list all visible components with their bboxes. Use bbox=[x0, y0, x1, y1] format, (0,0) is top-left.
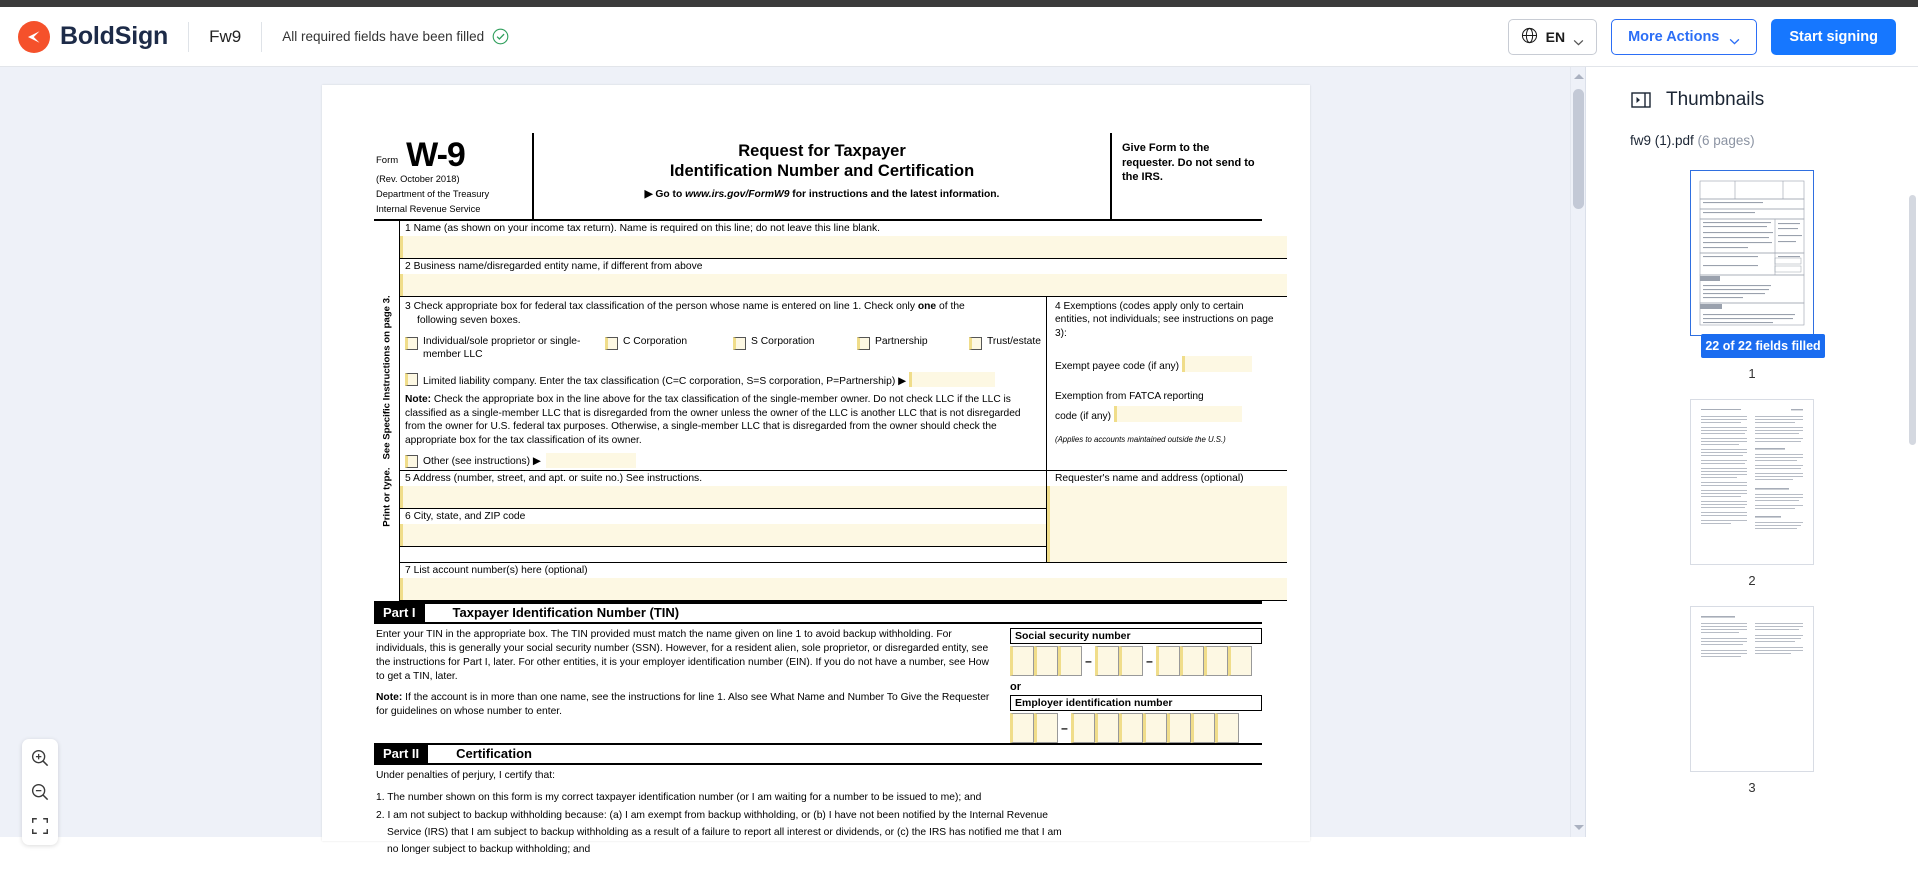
form-label: Form bbox=[376, 155, 399, 167]
line-3-block bbox=[400, 297, 1047, 470]
thumbnail-page-2[interactable] bbox=[1586, 399, 1918, 588]
ssn-digit[interactable] bbox=[1228, 646, 1252, 676]
part-2-title: Certification bbox=[456, 746, 532, 762]
form-title-block bbox=[534, 133, 1112, 219]
classification-label: S Corporation bbox=[751, 335, 815, 347]
fatca-label-line-2: code (if any) bbox=[1054, 411, 1112, 423]
file-info bbox=[1586, 111, 1918, 148]
ssn-digits[interactable] bbox=[1010, 646, 1262, 676]
thumbnails-header bbox=[1586, 67, 1918, 111]
form-dept-line-2: Internal Revenue Service bbox=[376, 203, 481, 214]
classification-individual[interactable] bbox=[405, 336, 605, 362]
form-line-1 bbox=[400, 221, 1287, 259]
classification-c-corp[interactable] bbox=[605, 336, 733, 350]
ein-digit[interactable] bbox=[1095, 713, 1119, 743]
exempt-payee-label: Exempt payee code (if any) bbox=[1054, 360, 1179, 372]
form-goto-line bbox=[538, 188, 1106, 200]
part-1-note-label: Note: bbox=[376, 691, 403, 703]
fields-status bbox=[282, 28, 509, 45]
exempt-payee-field[interactable] bbox=[1182, 356, 1252, 372]
ssn-digit[interactable] bbox=[1156, 646, 1180, 676]
ein-digit[interactable] bbox=[1071, 713, 1095, 743]
part-2-item-2-line-1: 2. I am not subject to backup withholding because: (a) I am exempt from backup withholding, or (b) I have not been notified by the Internal Revenue bbox=[376, 809, 1048, 821]
document-title: Fw9 bbox=[209, 26, 242, 46]
requester-label: Requester's name and address (optional) bbox=[1054, 473, 1244, 485]
thumbnail-page-1[interactable] bbox=[1586, 170, 1918, 381]
line-3-text-b: one bbox=[917, 301, 937, 313]
part-1-title: Taxpayer Identification Number (TIN) bbox=[452, 605, 680, 621]
llc-note-text: Check the appropriate box in the line above for the tax classification of the single-member owner. Do not check LLC if the LLC is classified as a single-member LLC that is disregarded from the owner unless the owner of the LLC is another LLC that is not disregarded from the owner for U.S. federal tax purposes. Otherwise, a single-member LLC that is disregarded from the owner should check the appropriate box for the tax classification of its owner. bbox=[405, 394, 1021, 446]
classification-label: Trust/estate bbox=[987, 335, 1041, 347]
w9-form bbox=[374, 133, 1274, 868]
classification-s-corp[interactable] bbox=[733, 336, 857, 350]
globe-icon bbox=[1521, 27, 1538, 47]
fatca-row bbox=[1055, 390, 1281, 424]
llc-line-label bbox=[423, 372, 995, 389]
check-circle-icon bbox=[492, 28, 509, 45]
form-number: W-9 bbox=[406, 136, 465, 174]
address-block bbox=[400, 471, 1047, 562]
ein-digits[interactable] bbox=[1010, 713, 1262, 743]
document-viewer[interactable] bbox=[0, 67, 1586, 856]
ein-digit[interactable] bbox=[1191, 713, 1215, 743]
thumbnail-preview bbox=[1695, 611, 1809, 767]
ein-label: Employer identification number bbox=[1010, 695, 1262, 711]
zoom-in-icon[interactable] bbox=[30, 748, 50, 768]
line-4-block bbox=[1047, 297, 1287, 470]
language-label: EN bbox=[1545, 28, 1566, 45]
boldsign-logo-icon bbox=[18, 21, 50, 53]
form-line-7 bbox=[400, 562, 1287, 601]
zoom-toolbar bbox=[22, 739, 58, 845]
classification-llc[interactable] bbox=[405, 372, 1041, 389]
checkbox-icon[interactable] bbox=[405, 337, 418, 350]
thumbnail-image[interactable] bbox=[1690, 170, 1814, 336]
fatca-label-line-1: Exemption from FATCA reporting bbox=[1054, 391, 1204, 403]
thumbnail-preview bbox=[1695, 404, 1809, 560]
form-title-line-2: Identification Number and Certification bbox=[669, 162, 975, 181]
goto-prefix: ▶ Go to bbox=[644, 189, 686, 201]
form-title-line-1: Request for Taxpayer bbox=[738, 142, 906, 160]
business-name-field[interactable] bbox=[400, 274, 1287, 296]
fit-to-screen-icon[interactable] bbox=[30, 816, 50, 836]
tin-entry-block bbox=[1010, 624, 1262, 743]
header-divider-1 bbox=[188, 22, 189, 52]
classification-other[interactable] bbox=[405, 453, 1041, 468]
thumbnail-page-number: 1 bbox=[1748, 366, 1756, 381]
brand[interactable] bbox=[18, 21, 168, 53]
line-3-text-d: following seven boxes. bbox=[417, 314, 521, 326]
line-1-label: 1 Name (as shown on your income tax return). Name is required on this line; do not leave this line blank. bbox=[405, 223, 881, 235]
top-strip bbox=[0, 0, 1918, 7]
ein-digit[interactable] bbox=[1167, 713, 1191, 743]
checkbox-icon[interactable] bbox=[969, 337, 982, 350]
thumbnails-title: Thumbnails bbox=[1666, 89, 1765, 110]
classification-checkboxes bbox=[405, 336, 1041, 362]
checkbox-icon[interactable] bbox=[605, 337, 618, 350]
thumbnail-page-number: 2 bbox=[1748, 573, 1756, 588]
thumbnail-page-number: 3 bbox=[1748, 780, 1756, 795]
checkbox-icon[interactable] bbox=[405, 455, 418, 468]
part-2-item-2-line-2: Service (IRS) that I am subject to backup withholding as a result of a failure to report all interest or dividends, or (c) the IRS has notified me that I am bbox=[387, 826, 1062, 838]
part-2-item-1: 1. The number shown on this form is my correct taxpayer identification number (or I am waiting for a number to be issued to me); and bbox=[376, 792, 982, 804]
part-1-tag: Part I bbox=[374, 604, 425, 622]
vertical-instruction-strip bbox=[374, 221, 400, 601]
ssn-digit[interactable] bbox=[1034, 646, 1058, 676]
name-field[interactable] bbox=[400, 236, 1287, 258]
goto-url: www.irs.gov/FormW9 bbox=[685, 189, 790, 201]
scroll-up-arrow-icon[interactable] bbox=[1574, 74, 1584, 79]
line-2-label: 2 Business name/disregarded entity name, if different from above bbox=[405, 261, 703, 273]
pdf-page-1[interactable] bbox=[322, 85, 1310, 856]
classification-label: C Corporation bbox=[623, 335, 688, 347]
header-actions bbox=[1508, 19, 1896, 55]
line-3-text-a: 3 Check appropriate box for federal tax classification of the person whose name is entered on line 1. Check only bbox=[405, 301, 918, 313]
account-numbers-field[interactable] bbox=[400, 578, 1287, 600]
other-field[interactable] bbox=[546, 453, 636, 468]
viewer-scrollbar-thumb[interactable] bbox=[1573, 89, 1584, 209]
ein-digit[interactable] bbox=[1034, 713, 1058, 743]
thumbnail-image[interactable] bbox=[1690, 399, 1814, 565]
classification-trust-estate[interactable] bbox=[969, 336, 1041, 350]
ssn-dash: – bbox=[1085, 654, 1092, 669]
ssn-digit[interactable] bbox=[1119, 646, 1143, 676]
form-line-2 bbox=[400, 259, 1287, 297]
ssn-digit[interactable] bbox=[1095, 646, 1119, 676]
form-rev-line: (Rev. October 2018) bbox=[376, 174, 460, 185]
requester-block bbox=[1047, 471, 1287, 562]
viewer-scrollbar[interactable] bbox=[1570, 67, 1585, 837]
line-3-text-c: of the bbox=[936, 301, 965, 313]
vertical-instruction-text: Print or type. See Specific Instructions on page 3. bbox=[381, 295, 392, 527]
form-rows bbox=[400, 221, 1287, 601]
thumbnail-preview bbox=[1695, 175, 1809, 331]
part-1-text bbox=[374, 624, 1010, 743]
llc-line-text: Limited liability company. Enter the tax classification (C=C corporation, S=S corporation, P=Partnership) ▶ bbox=[423, 375, 907, 387]
part-1-bar bbox=[374, 602, 1262, 624]
main-body bbox=[0, 67, 1918, 856]
part-2-tag: Part II bbox=[374, 745, 428, 763]
thumbnail-image[interactable] bbox=[1690, 606, 1814, 772]
part-1-note-text: If the account is in more than one name, see the instructions for line 1. Also see What Name and Number To Give the Requester for guidelines on whose number to enter. bbox=[376, 691, 990, 717]
thumbnails-scrollbar-thumb[interactable] bbox=[1909, 195, 1916, 445]
applies-note: (Applies to accounts maintained outside the U.S.) bbox=[1054, 434, 1226, 444]
header-divider-2 bbox=[261, 22, 262, 52]
line-4-title: 4 Exemptions (codes apply only to certain entities, not individuals; see instructions on page 3): bbox=[1054, 301, 1274, 339]
form-header bbox=[374, 133, 1262, 221]
fatca-code-field[interactable] bbox=[1114, 406, 1242, 422]
scroll-down-arrow-icon[interactable] bbox=[1574, 825, 1584, 830]
thumbnails-scrollbar[interactable] bbox=[1909, 195, 1916, 877]
form-line-6 bbox=[400, 509, 1046, 547]
part-2-bar bbox=[374, 743, 1262, 765]
collapse-panel-icon[interactable] bbox=[1630, 89, 1652, 111]
start-signing-button[interactable]: Start signing bbox=[1771, 19, 1896, 55]
line-5-label: 5 Address (number, street, and apt. or suite no.) See instructions. bbox=[405, 473, 703, 485]
thumbnails-panel bbox=[1586, 67, 1918, 837]
ein-digit[interactable] bbox=[1010, 713, 1034, 743]
ein-digit[interactable] bbox=[1119, 713, 1143, 743]
ein-digit[interactable] bbox=[1143, 713, 1167, 743]
other-label: Other (see instructions) ▶ bbox=[423, 455, 541, 467]
zoom-out-icon[interactable] bbox=[30, 782, 50, 802]
form-line-5-6-7 bbox=[400, 471, 1287, 562]
thumbnail-list bbox=[1586, 170, 1918, 795]
more-actions-button[interactable] bbox=[1611, 19, 1757, 55]
part-1-body bbox=[374, 624, 1262, 743]
line-3-label bbox=[405, 300, 1041, 327]
part-2-intro: Under penalties of perjury, I certify that: bbox=[376, 770, 555, 782]
checkbox-icon[interactable] bbox=[733, 337, 746, 350]
fields-status-text: All required fields have been filled bbox=[282, 29, 485, 44]
llc-note-label: Note: bbox=[405, 394, 432, 406]
requester-field[interactable] bbox=[1047, 486, 1287, 562]
classification-label: Partnership bbox=[875, 335, 928, 347]
ssn-digit[interactable] bbox=[1058, 646, 1082, 676]
page-count: (6 pages) bbox=[1697, 133, 1755, 148]
form-line-3-4 bbox=[400, 297, 1287, 471]
chevron-down-icon bbox=[1573, 33, 1584, 40]
part-1-note bbox=[376, 691, 1000, 719]
app-header bbox=[0, 7, 1918, 67]
fields-filled-badge: 22 of 22 fields filled bbox=[1701, 334, 1825, 358]
ssn-label: Social security number bbox=[1010, 628, 1262, 644]
form-identity-block bbox=[374, 133, 534, 219]
part-1-paragraph-1: Enter your TIN in the appropriate box. The TIN provided must match the name given on line 1 to avoid backup withholding. For individuals, this is generally your social security number (SSN). However, for a resident alien, sole proprietor, or disregarded entity, see the instructions for Part I, later. For other entities, it is your employer identification number (EIN). If you do not have a number, see How to get a TIN, later. bbox=[376, 629, 989, 682]
goto-suffix: for instructions and the latest information. bbox=[789, 189, 1000, 201]
city-state-zip-field[interactable] bbox=[400, 524, 1046, 546]
ssn-digit[interactable] bbox=[1180, 646, 1204, 676]
thumbnail-page-3[interactable] bbox=[1586, 606, 1918, 795]
part-2-body bbox=[374, 765, 1262, 868]
part-2-item-2-line-3: no longer subject to backup withholding; and bbox=[387, 844, 591, 856]
llc-tax-classification-field[interactable] bbox=[909, 372, 995, 387]
ein-digit[interactable] bbox=[1215, 713, 1239, 743]
ssn-digit[interactable] bbox=[1010, 646, 1034, 676]
brand-name: BoldSign bbox=[60, 22, 169, 50]
ein-dash: – bbox=[1061, 721, 1068, 736]
llc-note bbox=[405, 393, 1041, 447]
form-main-box bbox=[374, 221, 1274, 602]
line-6-label: 6 City, state, and ZIP code bbox=[405, 511, 526, 523]
line-7-label: 7 List account number(s) here (optional) bbox=[405, 565, 588, 577]
give-form-note: Give Form to the requester. Do not send to the IRS. bbox=[1122, 142, 1255, 184]
exempt-payee-row bbox=[1055, 356, 1281, 373]
chevron-down-icon bbox=[1729, 33, 1740, 40]
checkbox-icon[interactable] bbox=[405, 373, 418, 386]
classification-partnership[interactable] bbox=[857, 336, 969, 350]
ssn-dash: – bbox=[1146, 654, 1153, 669]
or-label: or bbox=[1010, 681, 1021, 694]
form-dept-line-1: Department of the Treasury bbox=[376, 188, 490, 199]
ssn-digit[interactable] bbox=[1204, 646, 1228, 676]
form-line-5 bbox=[400, 471, 1046, 509]
file-name: fw9 (1).pdf bbox=[1630, 133, 1694, 148]
more-actions-label: More Actions bbox=[1628, 28, 1720, 45]
address-field[interactable] bbox=[400, 486, 1046, 508]
language-selector[interactable] bbox=[1508, 19, 1597, 55]
checkbox-icon[interactable] bbox=[857, 337, 870, 350]
classification-label: Individual/sole proprietor or single-member LLC bbox=[423, 335, 581, 360]
